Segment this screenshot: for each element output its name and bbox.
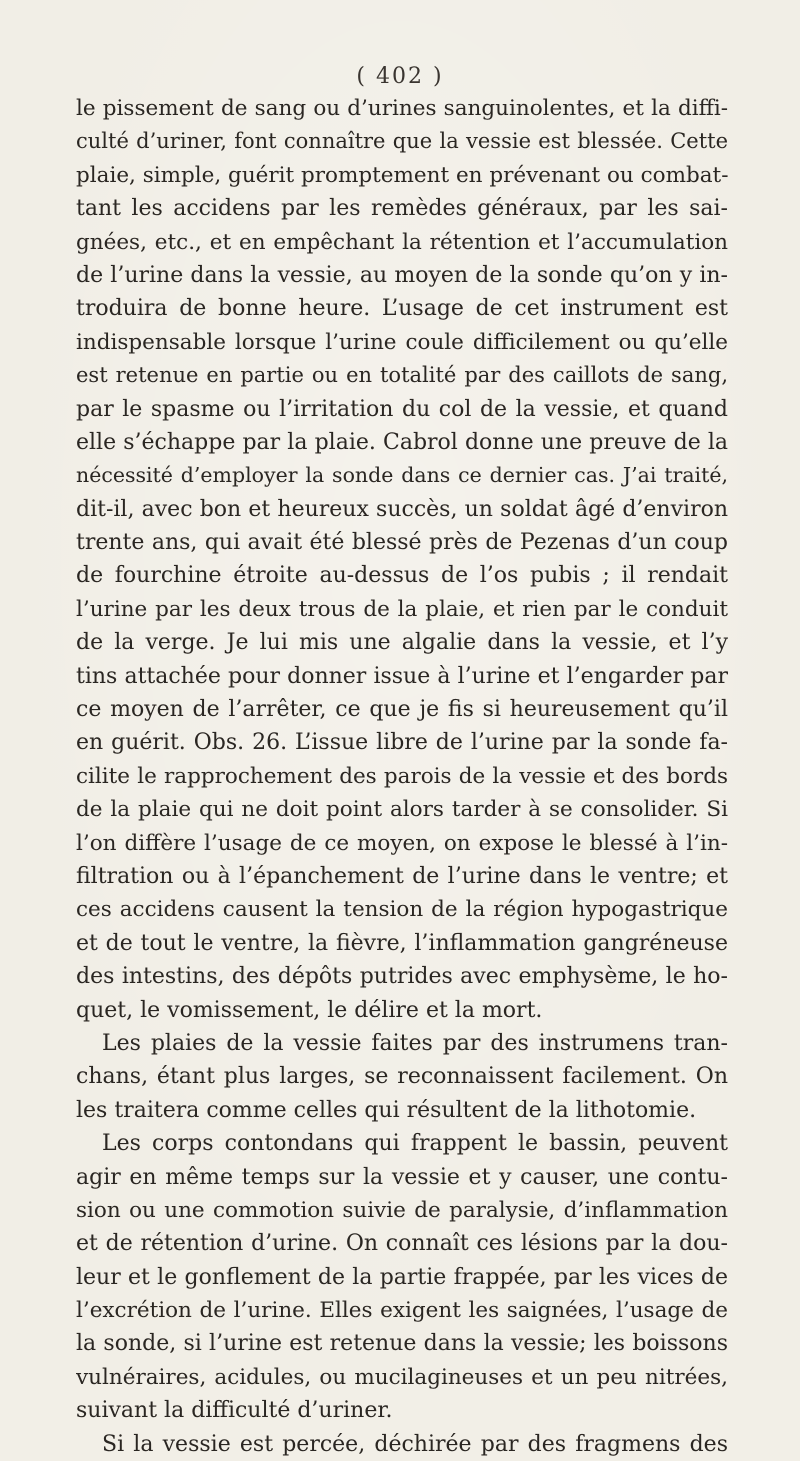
text-line: dit-il, avec bon et heureux succès, un soldat âgé d’environ [76,496,728,522]
text-line: en guérit. Obs. 26. L’issue libre de l’urine par la sonde fa- [76,730,728,756]
page-number: ( 402 ) [356,64,444,89]
text-line: ce moyen de l’arrêter, ce que je fis si heureusement qu’il [76,697,728,723]
text-line: troduira de bonne heure. L’usage de cet instrument est [76,296,728,322]
text-line: l’urine par les deux trous de la plaie, et rien par le conduit [76,596,728,622]
text-line: indispensable lorsque l’urine coule difficilement ou qu’elle [76,329,728,355]
text-line: et de rétention d’urine. On connaît ces lésions par la dou- [76,1231,728,1257]
text-line: agir en même temps sur la vessie et y causer, une contu- [76,1164,728,1190]
text-line: Les corps contondans qui frappent le bassin, peuvent [102,1131,728,1157]
text-line: tant les accidens par les remèdes généraux, par les sai- [76,196,728,222]
text-line: est retenue en partie ou en totalité par des caillots de sang, [76,363,728,388]
text-line: les traitera comme celles qui résultent de la lithotomie. [76,1097,697,1123]
text-line: le pissement de sang ou d’urines sanguinolentes, et la diffi- [76,96,728,121]
text-line: filtration ou à l’épanchement de l’urine dans le ventre; et [76,863,728,889]
body-text [76,92,728,1461]
text-line: trente ans, qui avait été blessé près de Pezenas d’un coup [76,530,728,556]
text-line: et de tout le ventre, la fièvre, l’inflammation gangréneuse [76,930,728,956]
text-line: par le spasme ou l’irritation du col de la vessie, et quand [76,396,728,422]
text-line: la sonde, si l’urine est retenue dans la vessie; les boissons [76,1331,728,1357]
text-line: l’on diffère l’usage de ce moyen, on expose le blessé à l’in- [76,830,728,856]
text-line: culté d’uriner, font connaître que la vessie est blessée. Cette [76,129,728,154]
text-line: de la plaie qui ne doit point alors tarder à se consolider. Si [76,797,728,823]
text-line: elle s’échappe par la plaie. Cabrol donne une preuve de la [76,429,728,455]
text-line: Les plaies de la vessie faites par des instrumens tran- [102,1030,728,1056]
text-line: tins attachée pour donner issue à l’urine et l’engarder par [76,663,728,689]
text-line: de l’urine dans la vessie, au moyen de la sonde qu’on y in- [76,262,728,288]
text-line: des intestins, des dépôts putrides avec emphysème, le ho- [76,964,728,990]
text-line: gnées, etc., et en empêchant la rétention et l’accumulation [76,229,728,255]
text-line: Si la vessie est percée, déchirée par des fragmens des [102,1431,728,1457]
text-line: nécessité d’employer la sonde dans ce dernier cas. J’ai traité, [76,463,728,488]
text-line: sion ou une commotion suivie de paralysie, d’inflammation [76,1197,728,1223]
text-line: l’excrétion de l’urine. Elles exigent les saignées, l’usage de [76,1298,728,1324]
text-line: plaie, simple, guérit promptement en prévenant ou combat- [76,162,728,188]
text-line: ces accidens causent la tension de la région hypogastrique [76,897,728,923]
text-line: cilite le rapprochement des parois de la vessie et des bords [76,763,728,789]
text-line: quet, le vomissement, le délire et la mort. [76,997,543,1023]
text-line: de la verge. Je lui mis une algalie dans la vessie, et l’y [76,630,728,656]
text-line: leur et le gonflement de la partie frappée, par les vices de [76,1264,728,1290]
text-line: de fourchine étroite au-dessus de l’os pubis ; il rendait [76,563,728,589]
text-line: vulnéraires, acidules, ou mucilagineuses et un peu nitrées, [76,1364,728,1390]
text-line: suivant la difficulté d’uriner. [76,1398,393,1424]
text-line: chans, étant plus larges, se reconnaissent facilement. On [76,1064,728,1090]
